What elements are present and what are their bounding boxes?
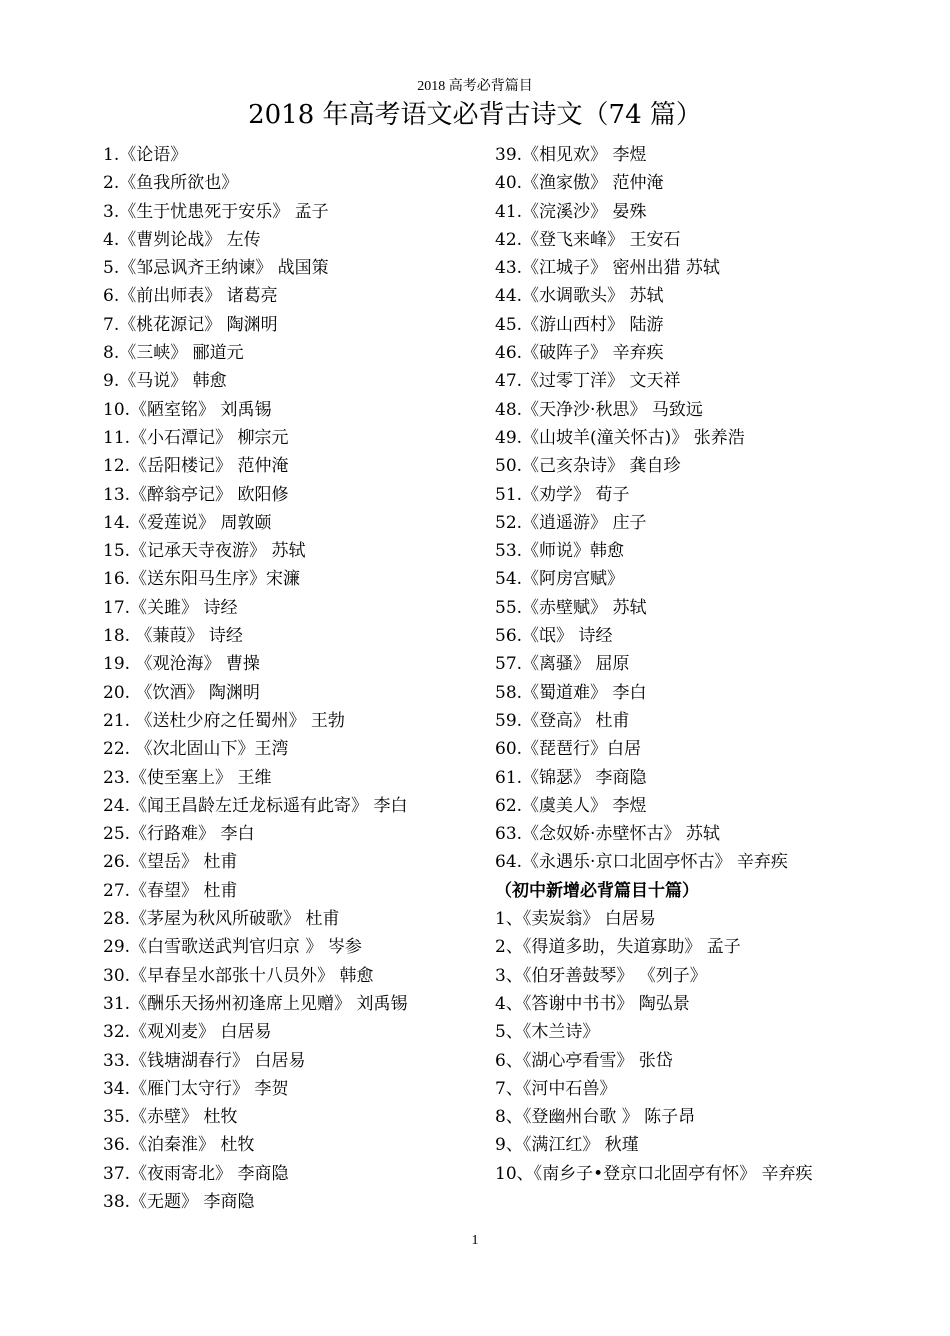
list-item: 4.《曹刿论战》 左传 (103, 229, 261, 250)
list-item: 54.《阿房宫赋》 (495, 569, 625, 590)
list-item: 40.《渔家傲》 范仲淹 (495, 173, 664, 194)
list-item: 9、《满江红》 秋瑾 (495, 1135, 639, 1156)
section-heading: （初中新增必背篇目十篇） (495, 880, 699, 901)
list-item: 10.《陋室铭》 刘禹锡 (103, 399, 272, 420)
list-item: 31.《酬乐天扬州初逢席上见赠》 刘禹锡 (103, 993, 408, 1014)
list-item: 18. 《蒹葭》 诗经 (103, 626, 243, 647)
list-item: 56.《氓》 诗经 (495, 626, 613, 647)
list-item: 28.《茅屋为秋风所破歌》 杜甫 (103, 909, 340, 930)
list-item: 16.《送东阳马生序》宋濂 (103, 569, 301, 590)
list-item: 37.《夜雨寄北》 李商隐 (103, 1163, 289, 1184)
list-item: 61.《锦瑟》 李商隐 (495, 767, 647, 788)
list-item: 3、《伯牙善鼓琴》 《列子》 (495, 965, 707, 986)
list-item: 38.《无题》 李商隐 (103, 1191, 255, 1212)
list-item: 42.《登飞来峰》 王安石 (495, 229, 681, 250)
list-item: 30.《早春呈水部张十八员外》 韩愈 (103, 965, 374, 986)
list-item: 2、《得道多助，失道寡助》 孟子 (495, 937, 741, 958)
left-column (103, 141, 473, 1216)
list-item: 5、《木兰诗》 (495, 1022, 600, 1043)
list-item: 55.《赤壁赋》 苏轼 (495, 597, 647, 618)
list-item: 24.《闻王昌龄左迁龙标遥有此寄》 李白 (103, 795, 408, 816)
list-item: 45.《游山西村》 陆游 (495, 314, 664, 335)
list-item: 23.《使至塞上》 王维 (103, 767, 272, 788)
list-item: 15.《记承天寺夜游》 苏轼 (103, 541, 306, 562)
list-item: 9.《马说》 韩愈 (103, 371, 227, 392)
list-item: 3.《生于忧患死于安乐》 孟子 (103, 201, 329, 222)
list-item: 13.《醉翁亭记》 欧阳修 (103, 484, 289, 505)
list-item: 62.《虞美人》 李煜 (495, 795, 647, 816)
list-item: 35.《赤壁》 杜牧 (103, 1107, 238, 1128)
list-item: 57.《离骚》 屈原 (495, 654, 630, 675)
list-item: 33.《钱塘湖春行》 白居易 (103, 1050, 306, 1071)
list-item: 48.《天净沙·秋思》 马致远 (495, 399, 703, 420)
list-item: 14.《爱莲说》 周敦颐 (103, 512, 272, 533)
list-item: 51.《劝学》 荀子 (495, 484, 630, 505)
list-item: 34.《雁门太守行》 李贺 (103, 1078, 289, 1099)
list-item: 49.《山坡羊(潼关怀古)》 张养浩 (495, 427, 745, 448)
list-item: 20. 《饮酒》 陶渊明 (103, 682, 260, 703)
list-item: 29.《白雪歌送武判官归京 》 岑参 (103, 937, 362, 958)
list-item: 47.《过零丁洋》 文天祥 (495, 371, 681, 392)
list-item: 64.《永遇乐·京口北固亭怀古》 辛弃疾 (495, 852, 788, 873)
list-item: 44.《水调歌头》 苏轼 (495, 286, 664, 307)
list-item: 43.《江城子》 密州出猎 苏轼 (495, 258, 720, 279)
list-item: 11.《小石潭记》 柳宗元 (103, 427, 289, 448)
list-item: 41.《浣溪沙》 晏殊 (495, 201, 647, 222)
list-item: 59.《登高》 杜甫 (495, 710, 630, 731)
list-item: 8、《登幽州台歌 》 陈子昂 (495, 1107, 696, 1128)
list-item: 46.《破阵子》 辛弃疾 (495, 343, 664, 364)
list-item: 21. 《送杜少府之任蜀州》 王勃 (103, 710, 345, 731)
list-item: 7、《河中石兽》 (495, 1078, 617, 1099)
list-item: 12.《岳阳楼记》 范仲淹 (103, 456, 289, 477)
page-number: 1 (471, 1233, 479, 1248)
list-item: 63.《念奴娇·赤壁怀古》 苏轼 (495, 824, 720, 845)
page-header: 2018 高考必背篇目 (417, 79, 533, 94)
list-item: 6.《前出师表》 诸葛亮 (103, 286, 278, 307)
list-item: 36.《泊秦淮》 杜牧 (103, 1135, 255, 1156)
list-item: 58.《蜀道难》 李白 (495, 682, 647, 703)
list-item: 32.《观刈麦》 白居易 (103, 1022, 272, 1043)
list-item: 7.《桃花源记》 陶渊明 (103, 314, 278, 335)
list-item: 4、《答谢中书书》 陶弘景 (495, 993, 690, 1014)
list-item: 25.《行路难》 李白 (103, 824, 255, 845)
list-item: 6、《湖心亭看雪》 张岱 (495, 1050, 673, 1071)
list-item: 53.《师说》韩愈 (495, 541, 625, 562)
list-item: 2.《鱼我所欲也》 (103, 173, 239, 194)
list-item: 10、《南乡子•登京口北固亭有怀》 辛弃疾 (495, 1163, 813, 1184)
right-column (495, 141, 855, 1188)
list-item: 1.《论语》 (103, 145, 188, 165)
list-item: 19. 《观沧海》 曹操 (103, 654, 260, 675)
list-item: 60.《琵琶行》白居 (495, 739, 642, 760)
list-item: 27.《春望》 杜甫 (103, 880, 238, 901)
list-item: 1、《卖炭翁》 白居易 (495, 909, 656, 930)
list-item: 50.《己亥杂诗》 龚自珍 (495, 456, 681, 477)
list-item: 39.《相见欢》 李煜 (495, 145, 647, 165)
list-item: 5.《邹忌讽齐王纳谏》 战国策 (103, 258, 329, 279)
list-item: 22. 《次北固山下》王湾 (103, 739, 289, 760)
list-item: 8.《三峡》 郦道元 (103, 343, 244, 364)
list-item: 17.《关雎》 诗经 (103, 597, 238, 618)
page-title: 2018 年高考语文必背古诗文（74 篇） (248, 100, 702, 130)
list-item: 52.《逍遥游》 庄子 (495, 512, 647, 533)
list-item: 26.《望岳》 杜甫 (103, 852, 238, 873)
